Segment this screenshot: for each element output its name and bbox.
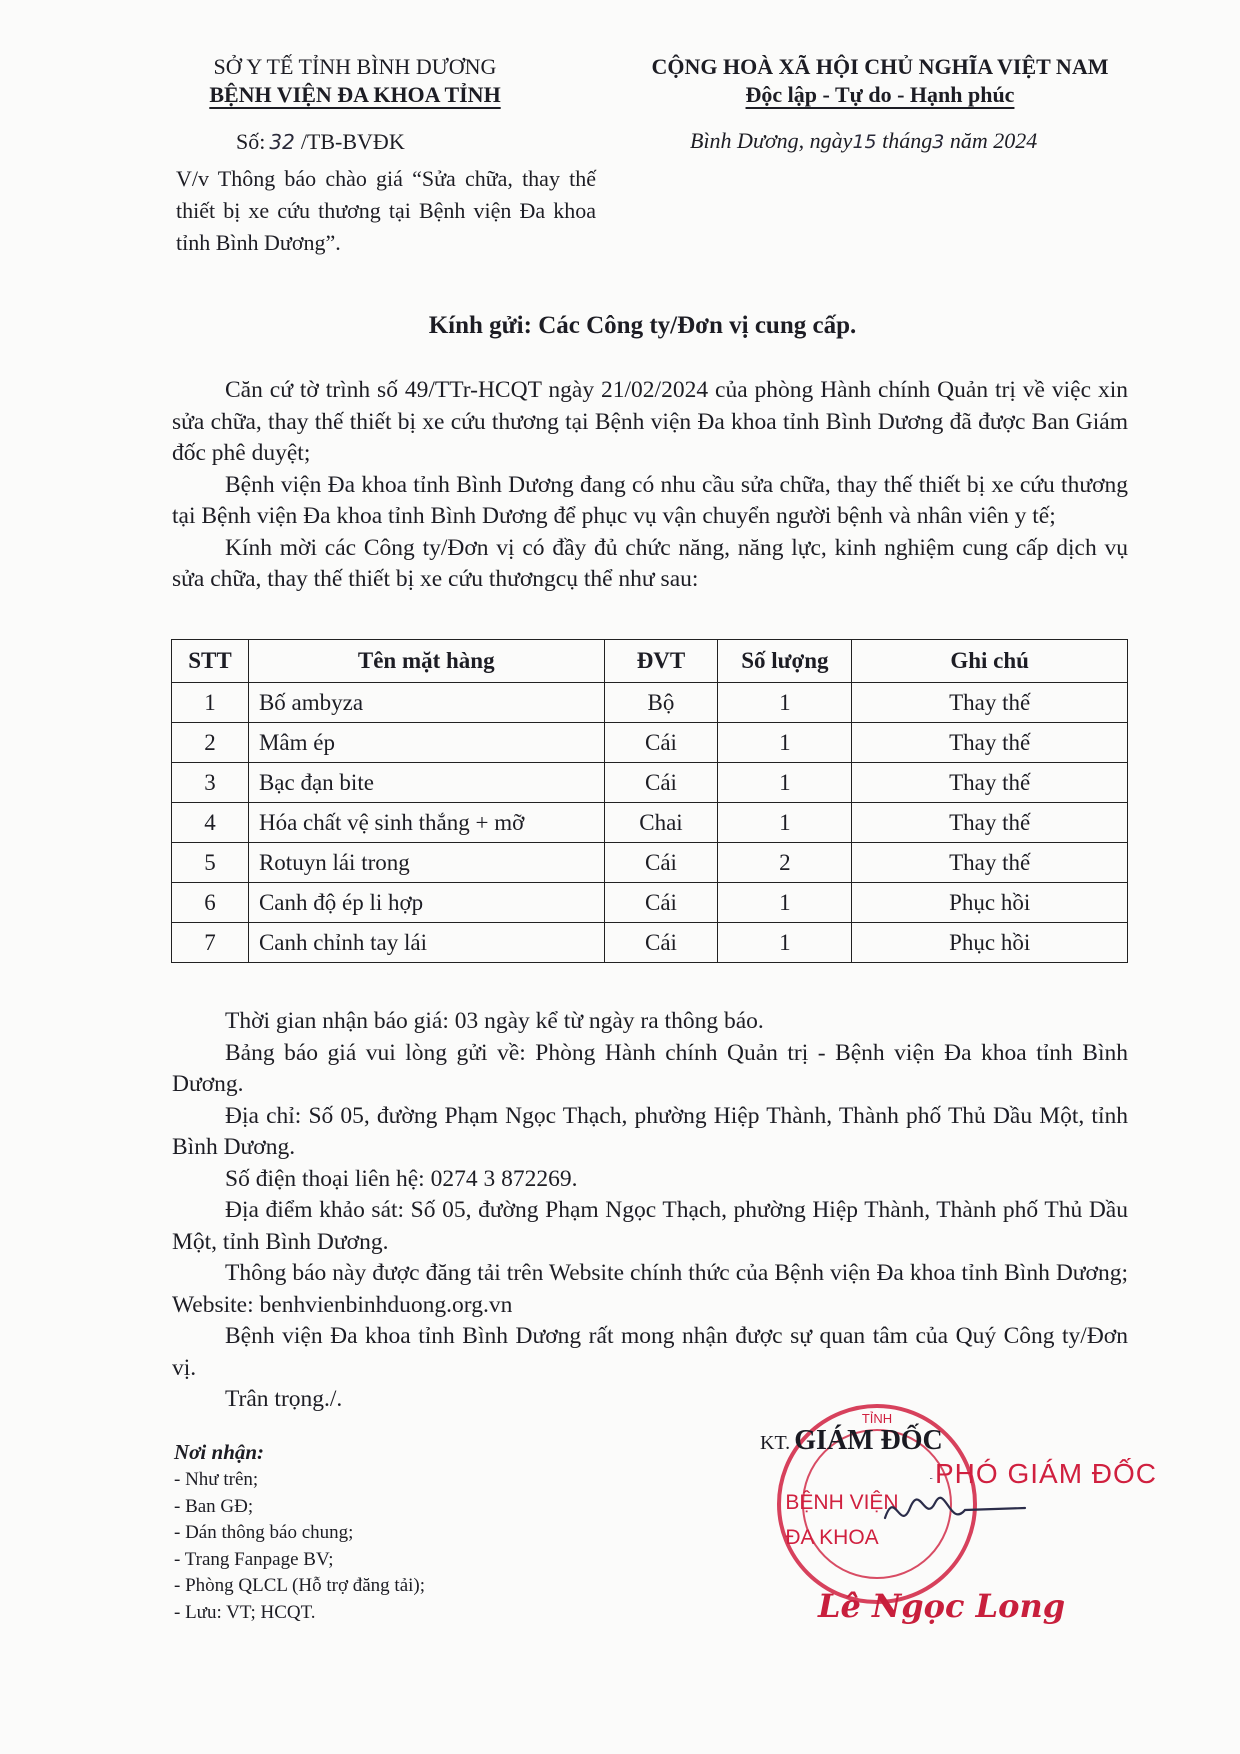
cell-quantity: 2 [718, 843, 852, 883]
cell-note: Thay thế [852, 683, 1128, 723]
closing-paragraph: Thời gian nhận báo giá: 03 ngày kể từ ngày ra thông báo. [225, 1008, 764, 1034]
closing-paragraph: Bệnh viện Đa khoa tỉnh Bình Dương rất mong nhận được sự quan tâm của Quý Công ty/Đơn vị. [172, 1323, 1128, 1381]
date-month: 3 [932, 131, 945, 153]
cell-stt: 2 [172, 723, 249, 763]
col-header-note: Ghi chú [852, 640, 1128, 683]
cell-unit: Cái [604, 843, 718, 883]
col-header-item-name: Tên mặt hàng [248, 640, 604, 683]
col-header-unit: ĐVT [604, 640, 718, 683]
col-header-stt: STT [172, 640, 249, 683]
recipient-heading: Kính gửi: Các Công ty/Đơn vị cung cấp. [428, 312, 857, 339]
cell-stt: 6 [172, 883, 249, 923]
nation-line-1: CỘNG HOÀ XÃ HỘI CHỦ NGHĨA VIỆT NAM [651, 54, 1109, 79]
document-subject: V/v Thông báo chào giá “Sửa chữa, thay thế thiết bị xe cứu thương tại Bệnh viện Đa khoa tỉnh Bình Dương”. [176, 166, 596, 255]
cell-stt: 4 [172, 803, 249, 843]
org-line-1: SỞ Y TẾ TỈNH BÌNH DƯƠNG [213, 54, 497, 79]
cell-quantity: 1 [718, 803, 852, 843]
closing-paragraph: Thông báo này được đăng tải trên Website chính thức của Bệnh viện Đa khoa tỉnh Bình Dương; Website: benhvienbinhduong.org.vn [172, 1260, 1128, 1318]
table-row [172, 723, 1128, 763]
date-year: năm 2024 [949, 128, 1038, 153]
national-header [600, 53, 1160, 109]
deputy-director-stamp: PHÓ GIÁM ĐỐC [935, 1458, 1158, 1489]
cell-note: Phục hồi [852, 883, 1128, 923]
cell-quantity: 1 [718, 723, 852, 763]
date-day: 15 [852, 131, 877, 153]
recipients-title: Nơi nhận: [174, 1440, 265, 1464]
table-row [172, 843, 1128, 883]
signature-title [760, 1425, 943, 1457]
cell-item-name: Canh độ ép li hợp [248, 883, 604, 923]
handwritten-signature [880, 1478, 1030, 1538]
organization-header [155, 53, 555, 109]
stamp-text-top: TỈNH [861, 1411, 893, 1426]
closing-paragraph: Trân trọng./. [225, 1386, 343, 1412]
cell-note: Thay thế [852, 763, 1128, 803]
cell-item-name: Bạc đạn bite [248, 763, 604, 803]
cell-note: Phục hồi [852, 923, 1128, 963]
cell-unit: Cái [604, 923, 718, 963]
closing-paragraph: Địa điểm khảo sát: Số 05, đường Phạm Ngọc Thạch, phường Hiệp Thành, Thành phố Thủ Dầu Một, tỉnh Bình Dương. [172, 1197, 1128, 1255]
intro-section [172, 375, 1128, 596]
intro-paragraph: Bệnh viện Đa khoa tỉnh Bình Dương đang có nhu cầu sửa chữa, thay thế thiết bị xe cứu thương tại Bệnh viện Đa khoa tỉnh Bình Dương để phục vụ vận chuyển người bệnh và nhân viên y tế; [172, 471, 1128, 529]
cell-unit: Cái [604, 723, 718, 763]
cell-stt: 3 [172, 763, 249, 803]
table-row [172, 923, 1128, 963]
date-month-label: tháng [882, 128, 933, 153]
cell-note: Thay thế [852, 843, 1128, 883]
document-date [690, 128, 1037, 154]
col-header-quantity: Số lượng [718, 640, 852, 683]
cell-note: Thay thế [852, 723, 1128, 763]
doc-number-suffix: /TB-BVĐK [300, 129, 405, 154]
cell-stt: 5 [172, 843, 249, 883]
cell-quantity: 1 [718, 883, 852, 923]
cell-unit: Cái [604, 883, 718, 923]
cell-item-name: Mâm ép [248, 723, 604, 763]
closing-paragraph: Số điện thoại liên hệ: 0274 3 872269. [225, 1165, 578, 1192]
recipient-item: - Ban GĐ; [174, 1495, 254, 1517]
doc-number-handwritten: 32 [269, 130, 295, 154]
cell-item-name: Rotuyn lái trong [248, 843, 604, 883]
recipients-list [174, 1437, 425, 1626]
cell-note: Thay thế [852, 803, 1128, 843]
intro-paragraph: Kính mời các Công ty/Đơn vị có đầy đủ chức năng, năng lực, kinh nghiệm cung cấp dịch vụ sửa chữa, thay thế thiết bị xe cứu thươngcụ thể như sau: [172, 534, 1128, 592]
table-row [172, 763, 1128, 803]
recipient-item: - Lưu: VT; HCQT. [174, 1601, 316, 1623]
recipient-item: - Dán thông báo chung; [174, 1522, 354, 1543]
intro-paragraph: Căn cứ tờ trình số 49/TTr-HCQT ngày 21/02/2024 của phòng Hành chính Quản trị về việc xin sửa chữa, thay thế thiết bị xe cứu thương tại Bệnh viện Đa khoa tỉnh Bình Dương đã được Ban Giám đốc phê duyệt; [172, 377, 1128, 466]
stamp-text-line1: BỆNH VIỆN [785, 1491, 899, 1514]
table-row [172, 803, 1128, 843]
signer-name: Lê Ngọc Long [818, 1587, 1066, 1625]
table-row [172, 683, 1128, 723]
kt-abbrev: KT. [760, 1432, 791, 1454]
cell-item-name: Bố ambyza [248, 683, 604, 723]
cell-unit: Chai [604, 803, 718, 843]
recipient-item: - Phòng QLCL (Hỗ trợ đăng tải); [174, 1575, 426, 1596]
closing-paragraph: Địa chỉ: Số 05, đường Phạm Ngọc Thạch, phường Hiệp Thành, Thành phố Thủ Dầu Một, tỉnh Bình Dương. [172, 1102, 1128, 1160]
director-title: GIÁM ĐỐC [794, 1425, 943, 1456]
closing-section [172, 1006, 1128, 1416]
recipient-item: - Như trên; [174, 1469, 259, 1490]
stamp-text-line2: ĐA KHOA [785, 1526, 879, 1549]
closing-paragraph: Bảng báo giá vui lòng gửi về: Phòng Hành chính Quản trị - Bệnh viện Đa khoa tỉnh Bình Dương. [172, 1039, 1128, 1097]
date-place: Bình Dương, ngày [690, 128, 853, 153]
doc-number-prefix: Số: [236, 129, 266, 154]
cell-unit: Cái [604, 763, 718, 803]
cell-quantity: 1 [718, 923, 852, 963]
document-number [236, 129, 405, 155]
recipient-item: - Trang Fanpage BV; [174, 1548, 334, 1570]
table-header-row [172, 640, 1128, 683]
cell-stt: 1 [172, 683, 249, 723]
cell-item-name: Canh chỉnh tay lái [248, 923, 604, 963]
table-row [172, 883, 1128, 923]
org-line-2: BỆNH VIỆN ĐA KHOA TỈNH [209, 82, 501, 107]
items-table [171, 639, 1128, 963]
cell-item-name: Hóa chất vệ sinh thắng + mỡ [248, 803, 604, 843]
cell-unit: Bộ [604, 683, 718, 723]
cell-stt: 7 [172, 923, 249, 963]
cell-quantity: 1 [718, 683, 852, 723]
nation-line-2: Độc lập - Tự do - Hạnh phúc [745, 82, 1015, 107]
cell-quantity: 1 [718, 763, 852, 803]
